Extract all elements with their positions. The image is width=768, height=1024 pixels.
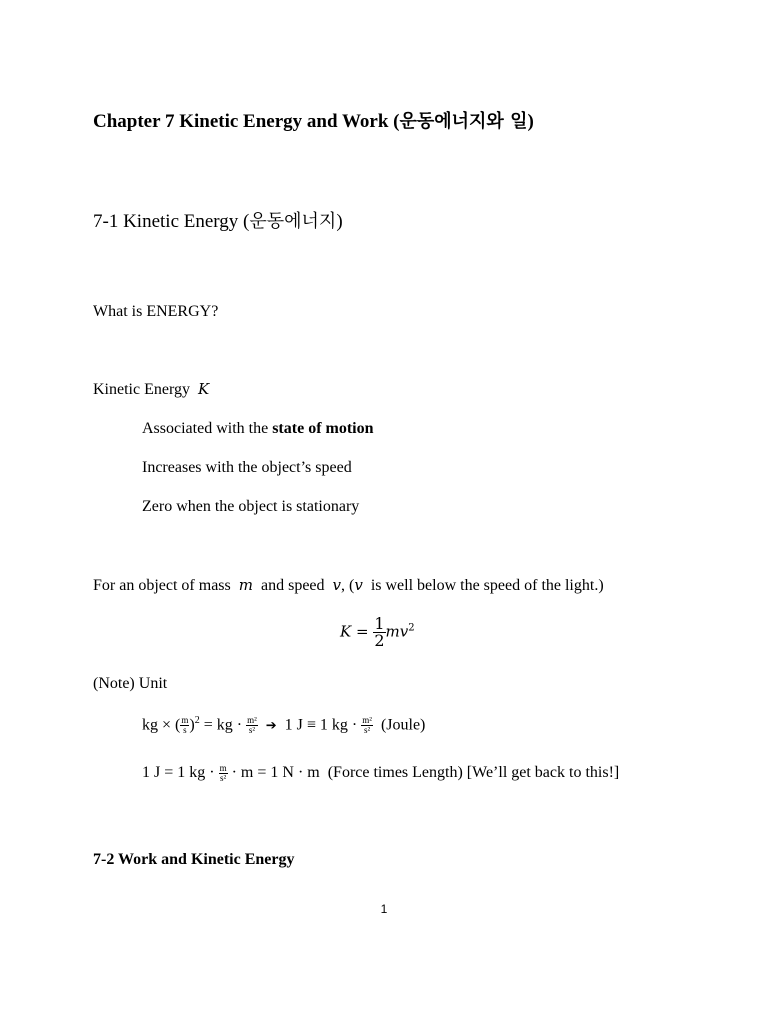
bullet-state-prefix: Associated with the	[142, 420, 273, 437]
unit1-square: 2	[194, 715, 200, 726]
section-title-korean: 운동에너지	[249, 211, 337, 232]
unit2-m: m	[219, 763, 227, 773]
arrow-icon: ➔	[265, 718, 277, 734]
speed-symbol: v	[332, 576, 341, 594]
unit1-m2b: m²	[362, 715, 372, 726]
unit-line-2	[142, 764, 619, 783]
chapter-title-close: )	[527, 111, 534, 132]
kinetic-energy-formula	[340, 616, 415, 649]
question-text: What is ENERGY?	[93, 303, 219, 320]
unit1-s2: s²	[246, 725, 258, 735]
unit1-eq-kg: = kg ·	[203, 716, 243, 734]
unit1-fraction-m2s2	[246, 716, 258, 735]
unit1-close: )	[189, 716, 195, 734]
unit1-kg: kg × (	[142, 716, 181, 734]
bullet-stationary: Zero when the object is stationary	[142, 498, 360, 515]
formula-denominator: 2	[374, 631, 385, 650]
section-2-title: 7-2 Work and Kinetic Energy	[93, 851, 295, 868]
unit2-fraction-ms2	[219, 764, 228, 783]
unit1-joule-def: 1 J ≡ 1 kg ·	[284, 716, 358, 734]
mass-speed-line	[93, 578, 604, 594]
chapter-title-korean: 운동에너지와 일	[399, 111, 528, 132]
kinetic-energy-symbol: K	[198, 380, 210, 398]
kinetic-energy-text: Kinetic Energy	[93, 381, 191, 398]
formula-k: K	[340, 622, 352, 641]
unit2-start: 1 J = 1 kg ·	[142, 764, 215, 782]
mass-text3: , (	[341, 577, 355, 594]
mass-text2: and speed	[260, 577, 325, 594]
bullet-speed: Increases with the object’s speed	[142, 459, 352, 476]
unit1-fraction-m2s2-b	[361, 716, 373, 735]
chapter-title	[93, 112, 534, 131]
note-unit: (Note) Unit	[93, 675, 168, 692]
unit-line-1	[142, 716, 425, 735]
bullet-state-of-motion	[142, 421, 374, 437]
unit1-m: m	[181, 715, 189, 726]
mass-text1: For an object of mass	[93, 577, 231, 594]
unit2-rest: · m = 1 N · m	[231, 764, 320, 782]
unit2-s2: s²	[219, 773, 227, 783]
speed-symbol-2: v	[354, 576, 363, 594]
section-title-text: 7-1 Kinetic Energy (	[93, 211, 250, 232]
formula-numerator: 1	[374, 614, 385, 633]
unit1-s2b: s²	[361, 725, 373, 735]
section-title	[93, 212, 343, 231]
section-title-close: )	[336, 211, 343, 232]
unit1-joule: (Joule)	[380, 716, 426, 734]
formula-equals: =	[356, 622, 369, 641]
bullet-state-bold: state of motion	[272, 420, 374, 437]
mass-text4: is well below the speed of the light.)	[370, 577, 604, 594]
formula-mv: mv	[385, 622, 409, 641]
unit1-m2: m²	[247, 715, 257, 726]
chapter-title-text: Chapter 7 Kinetic Energy and Work (	[93, 111, 400, 132]
unit1-s: s	[180, 725, 189, 735]
unit2-note: (Force times Length) [We’ll get back to this!]	[327, 764, 620, 782]
formula-exponent: 2	[408, 622, 415, 634]
page-number: 1	[380, 902, 388, 916]
kinetic-energy-label	[93, 382, 209, 398]
mass-symbol: m	[238, 576, 253, 594]
formula-fraction	[373, 616, 385, 649]
